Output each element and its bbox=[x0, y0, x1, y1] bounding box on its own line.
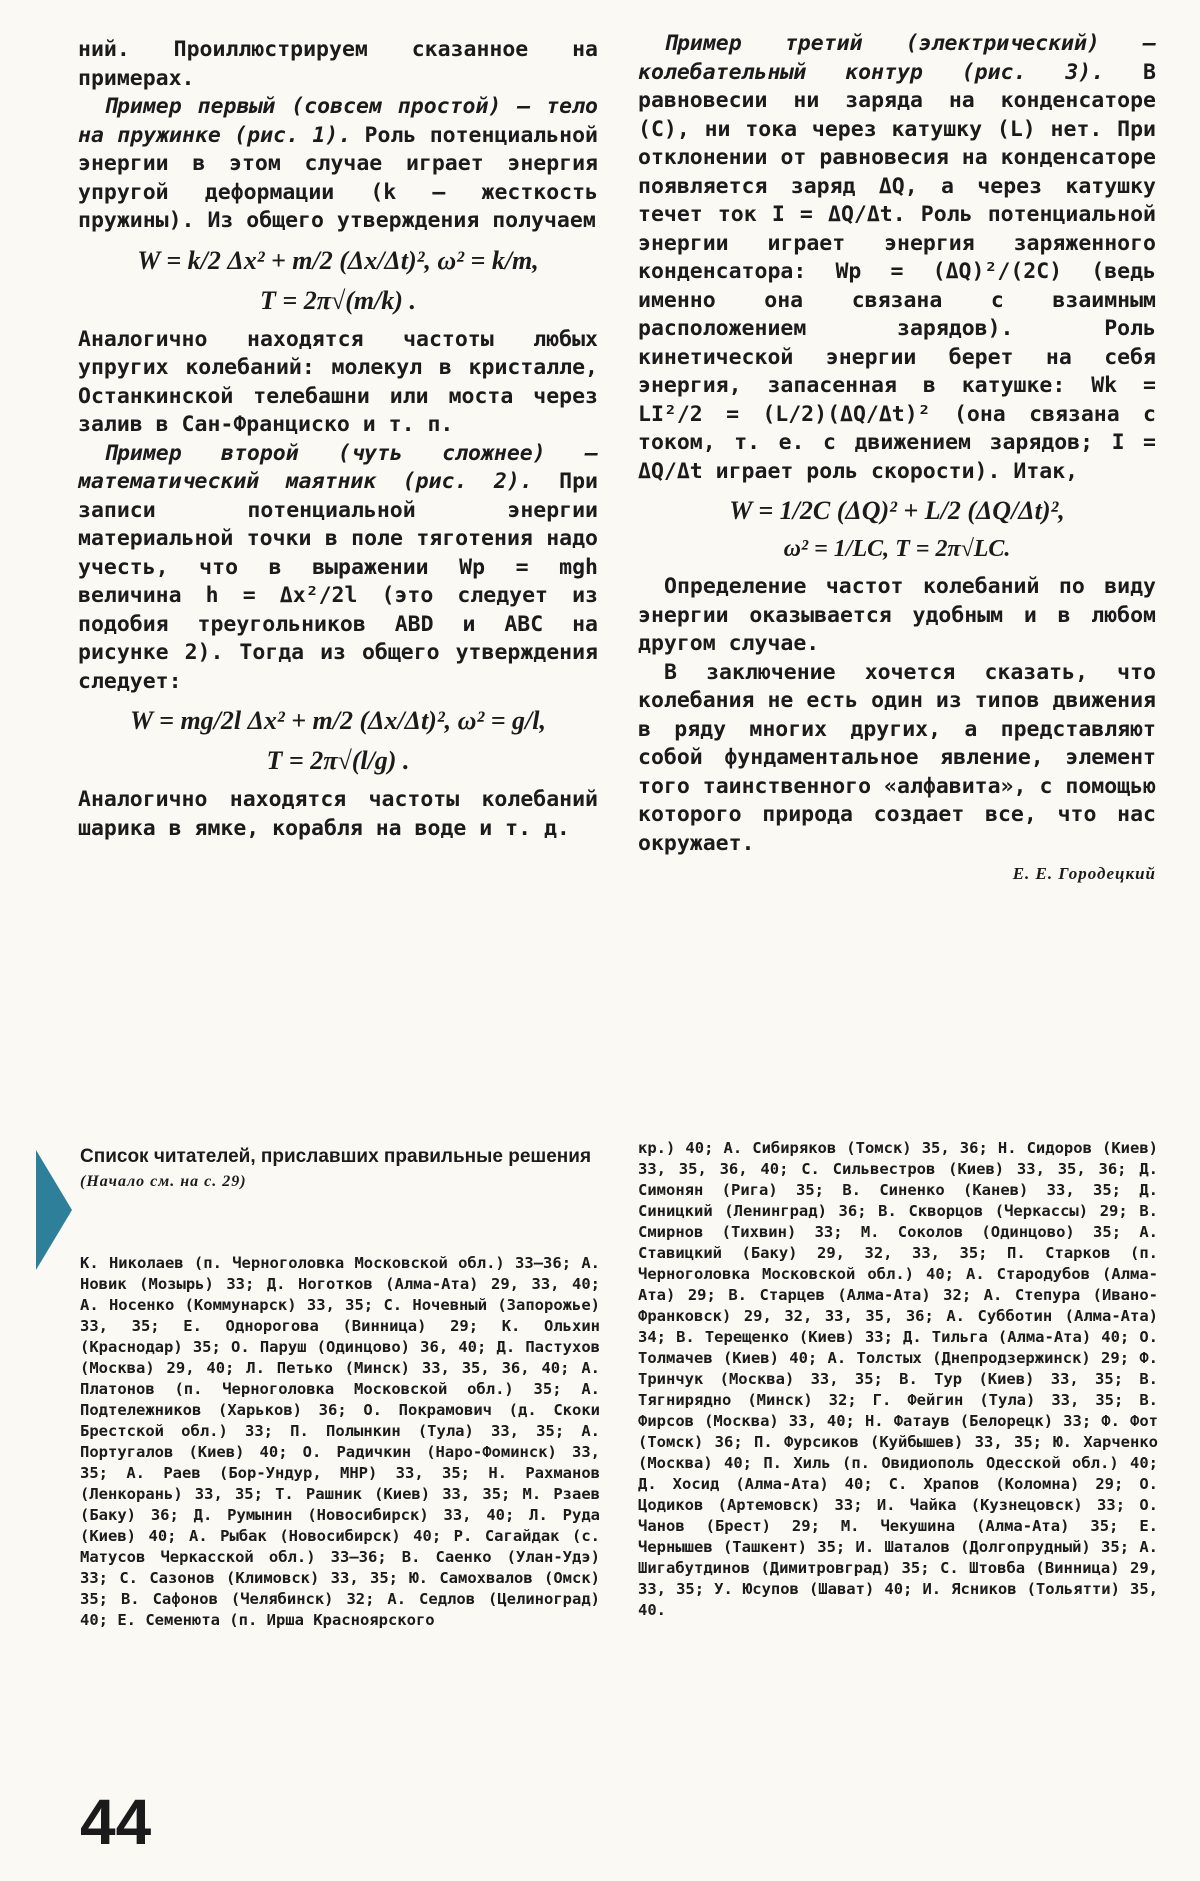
paragraph: Определение частот колебаний по виду энергии оказывается удобным и в любом другом случае. bbox=[638, 574, 1156, 656]
readers-list-note: (Начало см. на с. 29) bbox=[80, 1173, 247, 1190]
formula-energy-pendulum: W = mg/2l Δx² + m/2 (Δx/Δt)², ω² = g/l, bbox=[129, 706, 546, 735]
paragraph: Аналогично находятся частоты любых упругих колебаний: молекул в кристалле, Останкинской телебашни или моста через залив в Сан-Франциско и т. п. bbox=[78, 326, 598, 437]
author-signature: Е. Е. Городецкий bbox=[1012, 864, 1156, 883]
readers-list-left: К. Николаев (п. Черноголовка Московской обл.) 33—36; А. Новик (Мозырь) 33; Д. Ноготков (Алма-Ата) 29, 33, 40; А. Носенко (Коммунарск) 33, 35; С. Ночевный (Запорожье) 33, 35; Е. Однорогова (Винница) 29; К. Ольхин (Краснодар) 35; О. Паруш (Одинцово) 36, 40; Д. Пастухов (Москва) 29, 40; Л. Петько (Минск) 33, 35, 36, 40; А. Платонов (п. Черноголовка Московской обл.) 35; А. Подтележников (Харьков) 36; О. Покрамович (д. Скоки Брестской обл.) 33; П. Полынкин (Тула) 33, 35; А. Португалов (Киев) 40; О. Радичкин (Наро-Фоминск) 33, 35; А. Раев (Бор-Ундур, МНР) 33, 35; Н. Рахманов (Ленкорань) 33, 35; Т. Рашник (Киев) 33, 35; М. Рзаев (Баку) 36; Д. Румынин (Новосибирск) 33, 40; Л. Руда (Киев) 40; А. Рыбак (Новосибирск) 40; Р. Сагайдак (с. Матусов Черкасской обл.) 33—36; В. Саенко (Улан-Удэ) 33; С. Сазонов (Климовск) 33, 35; Ю. Самохвалов (Омск) 35; В. Сафонов (Челябинск) 32; А. Седлов (Целиноград) 40; Е. Семенюта (п. Ирша Красноярского bbox=[80, 1254, 600, 1629]
article-right-column bbox=[638, 30, 1156, 884]
article-left-column bbox=[78, 36, 598, 843]
paragraph: ний. Проиллюстрируем сказанное на примерах. bbox=[78, 37, 598, 91]
example-title: Пример третий (электрический) — колебательный контур (рис. 3). bbox=[638, 31, 1156, 85]
example-title: Пример первый (совсем простой) — тело на пружинке (рис. 1). bbox=[78, 94, 598, 148]
paragraph: Аналогично находятся частоты колебаний шарика в ямке, корабля на воде и т. д. bbox=[78, 787, 598, 841]
paragraph: В заключение хочется сказать, что колебания не есть один из типов движения в ряду многих других, а представляют собой фундаментальное явление, элемент того таинственного «алфавита», с помощью которого природа создает все, что нас окружает. bbox=[638, 659, 1156, 856]
readers-list-header bbox=[80, 1145, 640, 1191]
paragraph-example-3 bbox=[638, 30, 1156, 486]
example-text: При записи потенциальной энергии материальной точки в поле тяготения надо учесть, что в выражении Wp = mgh величина h = Δx²/2l (это следует из подобия треугольников ABD и ABC на рисунке 2). Тогда из общего утверждения следует: bbox=[78, 469, 598, 694]
formula-energy-spring: W = k/2 Δx² + m/2 (Δx/Δt)², ω² = k/m, bbox=[137, 245, 539, 275]
readers-list-right: кр.) 40; А. Сибиряков (Томск) 35, 36; Н. Сидоров (Киев) 33, 35, 36, 40; С. Сильвестров (Киев) 33, 35, 36; Д. Симонян (Рига) 35; В. Синенко (Канев) 33, 35; Д. Синицкий (Ленинград) 36; В. Скворцов (Черкассы) 29; В. Смирнов (Тихвин) 33; М. Соколов (Одинцово) 35; А. Ставицкий (Баку) 29, 32, 33, 35; П. Старков (п. Черноголовка Московской обл.) 40; А. Стародубов (Алма-Ата) 29; В. Старцев (Алма-Ата) 32; А. Степура (Ивано-Франковск) 29, 32, 33, 35, 36; А. Субботин (Алма-Ата) 34; В. Терещенко (Киев) 33; Д. Тильга (Алма-Ата) 40; О. Толмачев (Киев) 40; А. Толстых (Днепродзержинск) 29; Ф. Тринчук (Москва) 33, 35; В. Тур (Киев) 33, 35; В. Тягнирядно (Минск) 32; Г. Фейгин (Тула) 33, 35; В. Фирсов (Москва) 33, 40; Н. Фатаув (Белорецк) 33; Ф. Фот (Томск) 36; П. Фурсиков (Куйбышев) 33, 35; Ю. Харченко (Москва) 40; П. Хиль (п. Овидиополь Одесской обл.) 40; Д. Хосид (Алма-Ата) 40; С. Храпов (Коломна) 29; О. Цодиков (Артемовск) 33; И. Чайка (Кузнецовск) 33; О. Чанов (Брест) 29; М. Чекушина (Алма-Ата) 35; Е. Чернышев (Ташкент) 35; И. Шаталов (Долгопрудный) 35; А. Шигабутдинов (Димитровград) 35; С. Штовба (Винница) 29, 33, 35; У. Юсупов (Шават) 40; И. Ясников (Тольятти) 35, 40. bbox=[638, 1139, 1158, 1619]
page-number: 44 bbox=[80, 1786, 152, 1858]
example-text: Роль потенциальной энергии в этом случае играет энергия упругой деформации (k — жесткость пружины). Из общего утверждения получаем bbox=[78, 122, 598, 233]
readers-list-title: Список читателей, приславших правильные решения bbox=[80, 1146, 592, 1167]
section-marker-triangle bbox=[36, 1150, 72, 1270]
paragraph-example-2 bbox=[78, 440, 598, 697]
formula-period-spring: T = 2π√(m/k) . bbox=[260, 285, 416, 315]
example-title: Пример второй (чуть сложнее) — математический маятник (рис. 2). bbox=[78, 440, 598, 494]
formula-period-pendulum: T = 2π√(l/g) . bbox=[266, 746, 410, 775]
formula-period-circuit: ω² = 1/LC, T = 2π√LC. bbox=[783, 536, 1011, 562]
paragraph-example-1 bbox=[78, 93, 598, 236]
example-text: В равновесии ни заряда на конденсаторе (C), ни тока через катушку (L) нет. При отклонении от равновесия на конденсаторе появляется заряд ΔQ, а через катушку течет ток I = ΔQ/Δt. Роль потенциальной энергии играет энергия заряженного конденсатора: Wp = (ΔQ)²/(2C) (ведь именно она связана с взаимным расположением зарядов). Роль кинетической энергии берет на себя энергия, запасенная в катушке: Wk = LI²/2 = (L/2)(ΔQ/Δt)² (она связана с током, т. е. с движением зарядов; I = ΔQ/Δt играет роль скорости). Итак, bbox=[638, 59, 1157, 484]
formula-energy-circuit: W = 1/2C (ΔQ)² + L/2 (ΔQ/Δt)², bbox=[729, 496, 1065, 525]
